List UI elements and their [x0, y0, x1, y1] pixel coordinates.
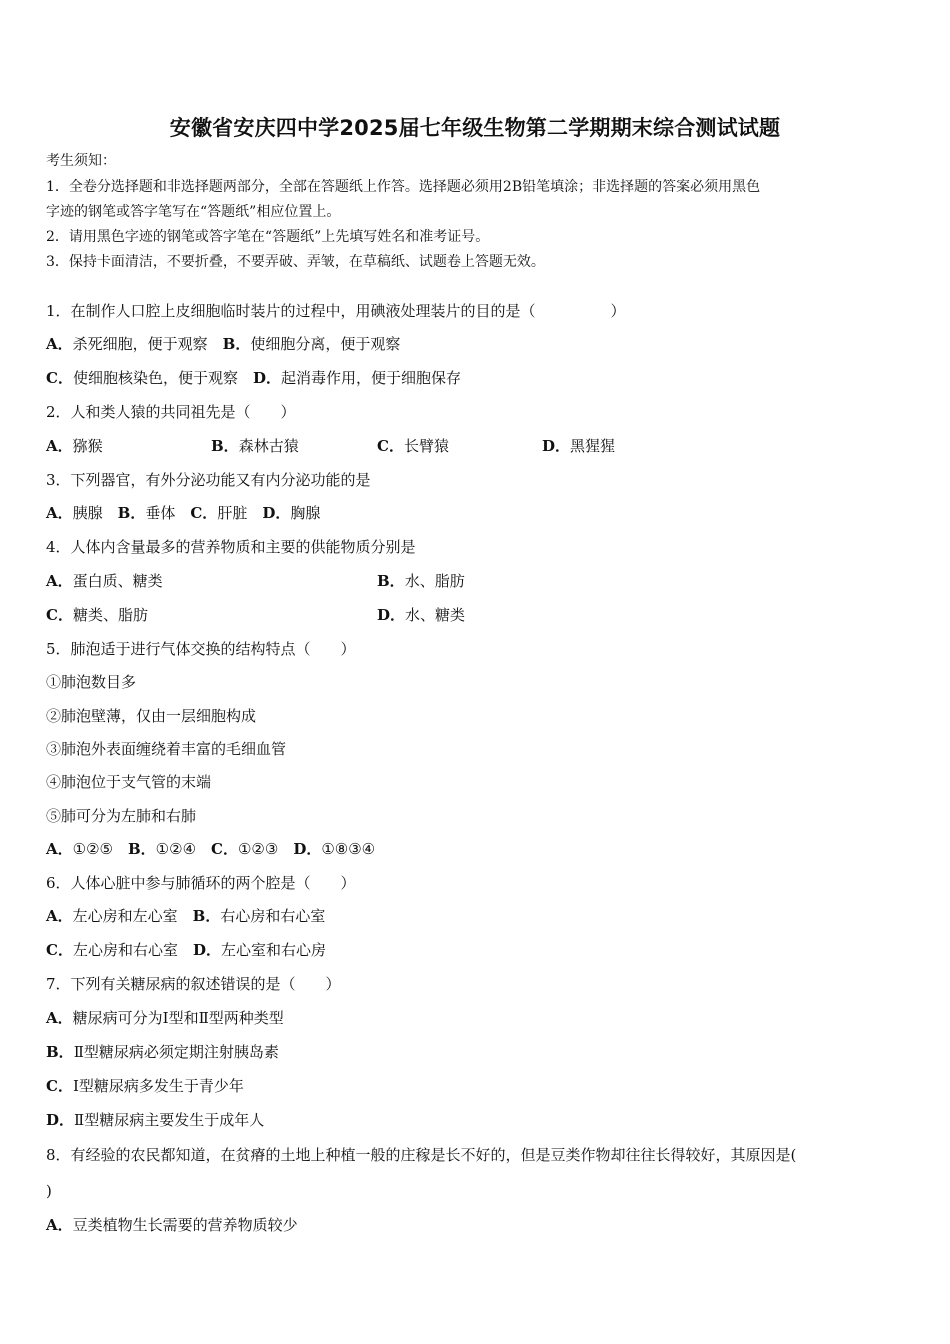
option-letter: D．: [377, 606, 406, 624]
question-1-options-row-1: A．杀死细胞，便于观察 B．使细胞分离，便于观察: [46, 335, 401, 353]
option-d: D．黑猩猩: [542, 437, 616, 455]
notice-item-3: 3．保持卡面清洁，不要折叠，不要弄破、弄皱，在草稿纸、试题卷上答题无效。: [46, 254, 545, 270]
option-d: D．水、糖类: [377, 606, 466, 624]
notice-item-1a: 1．全卷分选择题和非选择题两部分，全部在答题纸上作答。选择题必须用2B铅笔填涂；非选择题的答案必须用黑色: [46, 179, 761, 195]
option-letter: A．: [46, 572, 73, 590]
option-letter: B．: [117, 504, 146, 522]
option-b: B．水、脂肪: [377, 572, 465, 590]
question-1-stem: 1．在制作人口腔上皮细胞临时装片的过程中，用碘液处理装片的目的是（ ）: [46, 302, 626, 320]
question-4-stem: 4．人体内含量最多的营养物质和主要的供能物质分别是: [46, 538, 416, 556]
question-7-option-b: B．Ⅱ型糖尿病必须定期注射胰岛素: [46, 1043, 279, 1061]
option-letter: A．: [46, 840, 73, 858]
question-7-stem: 7．下列有关糖尿病的叙述错误的是（ ）: [46, 975, 341, 993]
option-letter: C．: [211, 840, 238, 858]
question-3-stem: 3．下列器官，有外分泌功能又有内分泌功能的是: [46, 471, 371, 489]
option-letter: A．: [46, 335, 73, 353]
option-letter: C．: [377, 437, 404, 455]
option-letter: A．: [46, 1216, 73, 1234]
question-6-options-row-2: C．左心房和右心室 D．左心室和右心房: [46, 941, 326, 959]
option-letter: B．: [211, 437, 239, 455]
question-5-statement-5: ⑤肺可分为左肺和右肺: [46, 807, 197, 825]
option-b: B．森林古猿: [211, 437, 299, 455]
question-7-option-a: A．糖尿病可分为Ⅰ型和Ⅱ型两种类型: [46, 1009, 284, 1027]
question-2-stem: 2．人和类人猿的共同祖先是（ ）: [46, 403, 296, 421]
notice-item-2: 2．请用黑色字迹的钢笔或答字笔在“答题纸”上先填写姓名和准考证号。: [46, 229, 490, 245]
option-letter: B．: [222, 335, 251, 353]
option-a: A．蛋白质、糖类: [46, 572, 163, 590]
option-letter: D．: [293, 840, 322, 858]
notice-item-1b: 字迹的钢笔或答字笔写在“答题纸”相应位置上。: [46, 204, 341, 220]
option-letter: C．: [190, 504, 218, 522]
option-letter: B．: [127, 840, 156, 858]
question-5-statement-1: ①肺泡数目多: [46, 673, 137, 691]
question-5-statement-2: ②肺泡壁薄，仅由一层细胞构成: [46, 707, 257, 725]
option-letter: B．: [192, 907, 221, 925]
option-letter: C．: [46, 606, 73, 624]
question-3-options: A．胰腺 B．垂体 C．肝脏 D．胸腺: [46, 504, 321, 522]
page-title: 安徽省安庆四中学2025届七年级生物第二学期期末综合测试试题: [169, 116, 781, 140]
option-letter: D．: [542, 437, 571, 455]
option-letter: D．: [192, 941, 221, 959]
option-a: A．猕猴: [46, 437, 103, 455]
question-5-options: A．①②⑤ B．①②④ C．①②③ D．①⑧③④: [46, 840, 376, 858]
option-letter: C．: [46, 1077, 73, 1095]
option-c: C．糖类、脂肪: [46, 606, 148, 624]
question-8-stem-end: ): [46, 1182, 52, 1200]
question-5-statement-3: ③肺泡外表面缠绕着丰富的毛细血管: [46, 740, 287, 758]
question-6-stem: 6．人体心脏中参与肺循环的两个腔是（ ）: [46, 874, 356, 892]
option-letter: A．: [46, 437, 73, 455]
option-c: C．长臂猿: [377, 437, 449, 455]
question-1-options-row-2: C．使细胞核染色，便于观察 D．起消毒作用，便于细胞保存: [46, 369, 461, 387]
option-letter: C．: [46, 369, 73, 387]
question-8-option-a: A．豆类植物生长需要的营养物质较少: [46, 1216, 298, 1234]
option-letter: D．: [46, 1111, 75, 1129]
question-7-option-d: D．Ⅱ型糖尿病主要发生于成年人: [46, 1111, 265, 1129]
notice-heading: 考生须知：: [46, 153, 116, 169]
question-5-statement-4: ④肺泡位于支气管的末端: [46, 773, 212, 791]
option-letter: A．: [46, 1009, 73, 1027]
question-6-options-row-1: A．左心房和左心室 B．右心房和右心室: [46, 907, 326, 925]
question-7-option-c: C．Ⅰ型糖尿病多发生于青少年: [46, 1077, 244, 1095]
option-letter: A．: [46, 504, 73, 522]
option-letter: D．: [262, 504, 291, 522]
question-5-stem: 5．肺泡适于进行气体交换的结构特点（ ）: [46, 640, 356, 658]
option-letter: A．: [46, 907, 73, 925]
option-letter: C．: [46, 941, 73, 959]
question-8-stem: 8．有经验的农民都知道，在贫瘠的土地上种植一般的庄稼是长不好的，但是豆类作物却往往长得较好，其原因是(: [46, 1146, 797, 1164]
option-letter: B．: [377, 572, 405, 590]
option-letter: D．: [252, 369, 281, 387]
option-letter: B．: [46, 1043, 74, 1061]
